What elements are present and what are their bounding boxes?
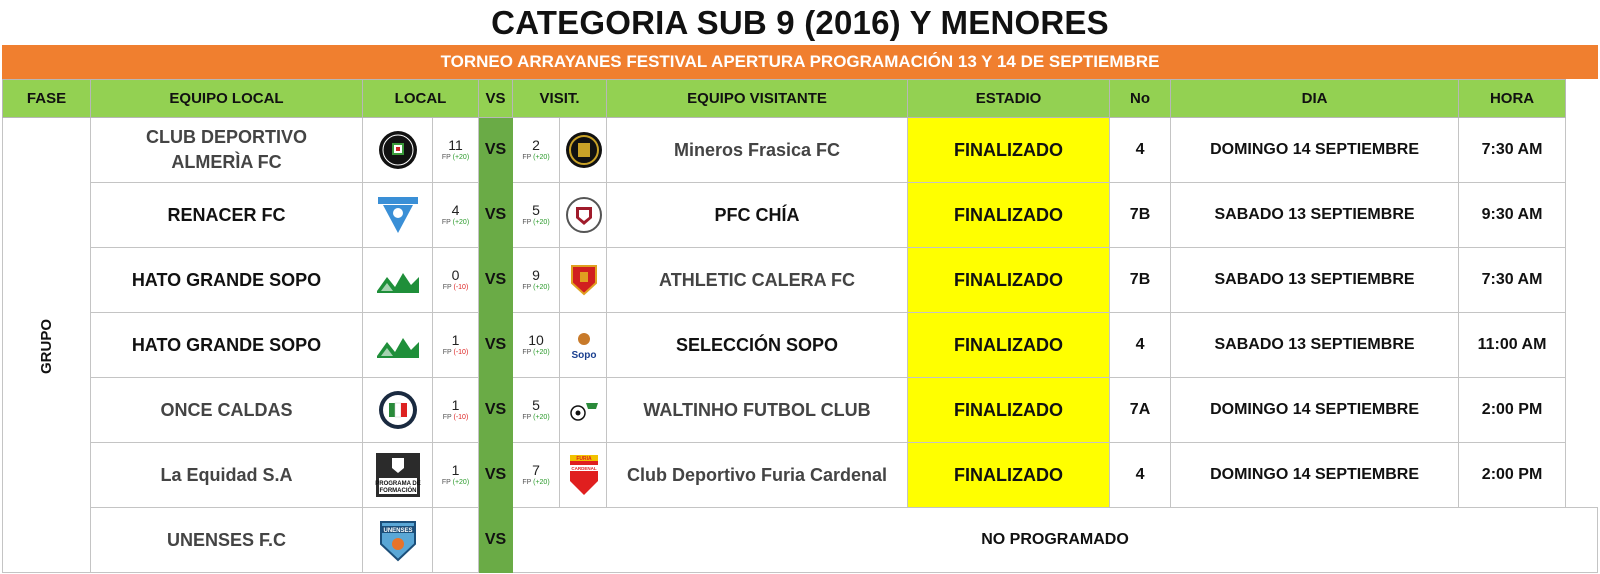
svg-text:Sopo: Sopo	[571, 350, 597, 361]
match-row	[3, 443, 1598, 508]
local-team-logo	[363, 508, 433, 573]
vs-label: VS	[479, 118, 513, 183]
visit-score: 7 FP (+20)	[513, 443, 560, 508]
local-team-name: HATO GRANDE SOPO	[91, 313, 363, 378]
hato-grande-logo	[375, 265, 421, 295]
header-fase: FASE	[3, 80, 91, 118]
local-score: 11 FP (+20)	[433, 118, 479, 183]
visit-team-logo	[560, 183, 607, 248]
local-team-logo	[363, 118, 433, 183]
visit-team-name: PFC CHÍA	[607, 183, 908, 248]
header-visit: VISIT.	[513, 80, 607, 118]
fase-cell	[3, 118, 91, 573]
vs-label: VS	[479, 248, 513, 313]
tournament-banner: TORNEO ARRAYANES FESTIVAL APERTURA PROGRAMACIÓN 13 Y 14 DE SEPTIEMBRE	[2, 45, 1598, 79]
field-number: 4	[1110, 118, 1171, 183]
local-team-name: RENACER FC	[91, 183, 363, 248]
header-vs: VS	[479, 80, 513, 118]
visit-score: 2 FP (+20)	[513, 118, 560, 183]
match-time: 9:30 AM	[1459, 183, 1566, 248]
match-row	[3, 248, 1598, 313]
visit-team-name: ATHLETIC CALERA FC	[607, 248, 908, 313]
page-title: CATEGORIA SUB 9 (2016) Y MENORES	[491, 4, 1109, 41]
field-number: 7A	[1110, 378, 1171, 443]
once-caldas-logo	[377, 389, 419, 431]
local-team-logo	[363, 443, 433, 508]
local-team-name: HATO GRANDE SOPO	[91, 248, 363, 313]
la-equidad-logo	[375, 452, 421, 498]
match-status: FINALIZADO	[908, 183, 1110, 248]
visit-score: 5 FP (+20)	[513, 183, 560, 248]
seleccion-sopo-logo	[567, 328, 601, 362]
header-no: No	[1110, 80, 1171, 118]
mineros-logo	[565, 131, 603, 169]
renacer-logo	[375, 195, 421, 235]
svg-text:FORMACIÓN: FORMACIÓN	[379, 488, 417, 494]
header-row	[3, 80, 1598, 118]
athletic-calera-logo	[569, 263, 599, 297]
match-time: 2:00 PM	[1459, 378, 1566, 443]
visit-team-name: SELECCIÓN SOPO	[607, 313, 908, 378]
match-time: 7:30 AM	[1459, 118, 1566, 183]
match-status: FINALIZADO	[908, 313, 1110, 378]
unenses-logo	[377, 518, 419, 562]
match-row	[3, 313, 1598, 378]
match-status: FINALIZADO	[908, 118, 1110, 183]
match-row	[3, 183, 1598, 248]
local-score-empty	[433, 508, 479, 573]
match-time: 11:00 AM	[1459, 313, 1566, 378]
local-team-name: La Equidad S.A	[91, 443, 363, 508]
header-equipo-local: EQUIPO LOCAL	[91, 80, 363, 118]
vs-label: VS	[479, 508, 513, 573]
header-dia: DIA	[1171, 80, 1459, 118]
match-time: 2:00 PM	[1459, 443, 1566, 508]
local-team-name: ONCE CALDAS	[91, 378, 363, 443]
header-estadio: ESTADIO	[908, 80, 1110, 118]
waltinho-logo	[566, 395, 602, 425]
vs-label: VS	[479, 183, 513, 248]
header-hora: HORA	[1459, 80, 1566, 118]
almeria-logo	[377, 129, 419, 171]
field-number: 7B	[1110, 183, 1171, 248]
svg-text:FURIA: FURIA	[575, 456, 592, 462]
hato-grande-logo	[375, 330, 421, 360]
local-team-name: CLUB DEPORTIVO ALMERÌA FC	[91, 118, 363, 183]
match-row	[3, 378, 1598, 443]
match-day: SABADO 13 SEPTIEMBRE	[1171, 248, 1459, 313]
local-score: 1 FP (-10)	[433, 378, 479, 443]
visit-score: 10 FP (+20)	[513, 313, 560, 378]
local-team-logo	[363, 313, 433, 378]
visit-score: 5 FP (+20)	[513, 378, 560, 443]
match-row	[3, 118, 1598, 183]
vs-label: VS	[479, 313, 513, 378]
svg-text:UNENSES: UNENSES	[383, 528, 413, 534]
header-equipo-visitante: EQUIPO VISITANTE	[607, 80, 908, 118]
match-status: FINALIZADO	[908, 248, 1110, 313]
visit-team-logo	[560, 313, 607, 378]
local-team-logo	[363, 378, 433, 443]
visit-team-name: Mineros Frasica FC	[607, 118, 908, 183]
vs-label: VS	[479, 378, 513, 443]
not-scheduled-label: NO PROGRAMADO	[513, 508, 1598, 573]
match-day: DOMINGO 14 SEPTIEMBRE	[1171, 443, 1459, 508]
field-number: 4	[1110, 313, 1171, 378]
visit-team-name: WALTINHO FUTBOL CLUB	[607, 378, 908, 443]
visit-team-logo	[560, 248, 607, 313]
match-status: FINALIZADO	[908, 378, 1110, 443]
header-local: LOCAL	[363, 80, 479, 118]
field-number: 7B	[1110, 248, 1171, 313]
fase-label: GRUPO	[37, 318, 55, 374]
visit-team-logo	[560, 443, 607, 508]
unscheduled-row	[3, 508, 1598, 573]
svg-text:CARDENAL: CARDENAL	[570, 466, 597, 471]
local-score: 0 FP (-10)	[433, 248, 479, 313]
visit-team-logo	[560, 378, 607, 443]
vs-label: VS	[479, 443, 513, 508]
match-day: SABADO 13 SEPTIEMBRE	[1171, 313, 1459, 378]
match-day: DOMINGO 14 SEPTIEMBRE	[1171, 378, 1459, 443]
visit-score: 9 FP (+20)	[513, 248, 560, 313]
match-day: DOMINGO 14 SEPTIEMBRE	[1171, 118, 1459, 183]
visit-team-logo	[560, 118, 607, 183]
svg-text:PROGRAMA DE: PROGRAMA DE	[375, 481, 421, 487]
visit-team-name: Club Deportivo Furia Cardenal	[607, 443, 908, 508]
schedule-table	[2, 79, 1598, 573]
local-score: 1 FP (-10)	[433, 313, 479, 378]
furia-cardenal-logo	[568, 453, 600, 497]
local-score: 1 FP (+20)	[433, 443, 479, 508]
local-team-logo	[363, 183, 433, 248]
match-day: SABADO 13 SEPTIEMBRE	[1171, 183, 1459, 248]
local-score: 4 FP (+20)	[433, 183, 479, 248]
field-number: 4	[1110, 443, 1171, 508]
local-team-logo	[363, 248, 433, 313]
local-team-name: UNENSES F.C	[91, 508, 363, 573]
pfc-chia-logo	[565, 196, 603, 234]
match-status: FINALIZADO	[908, 443, 1110, 508]
match-time: 7:30 AM	[1459, 248, 1566, 313]
